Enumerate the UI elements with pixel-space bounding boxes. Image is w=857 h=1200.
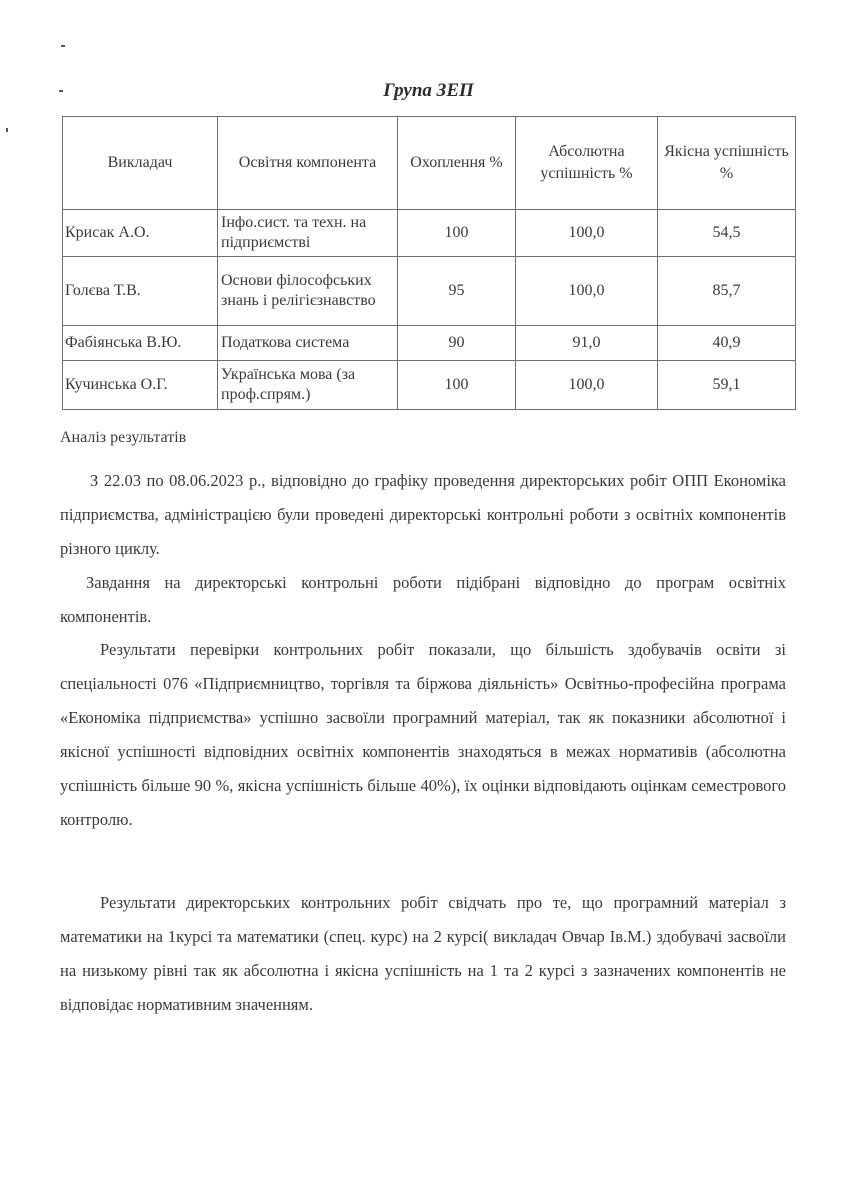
header-teacher: Викладач — [63, 117, 218, 210]
coverage-cell: 100 — [398, 361, 516, 410]
analysis-paragraph: Результати перевірки контрольних робіт показали, що більшість здобувачів освіти зі спеціальності 076 «Підприємництво, торгівля та біржова діяльність» Освітньо-професійна програма «Економіка підприємства» успішно засвоїли програмний матеріал, так як показники абсолютної і якісної успішності відповідних освітніх компонентів знаходяться в межах нормативів (абсолютна успішність більше 90 %, якісна успішність більше 40%), їх оцінки відповідають оцінкам семестрового контролю. — [60, 640, 786, 829]
teacher-cell: Голєва Т.В. — [63, 257, 218, 326]
header-coverage: Охоплення % — [398, 117, 516, 210]
component-cell: Основи філософських знань і релігієзнавство — [218, 257, 398, 326]
group-title: Група ЗЕП — [383, 80, 474, 101]
component-cell: Інфо.сист. та техн. на підприємстві — [218, 210, 398, 257]
analysis-paragraph: З 22.03 по 08.06.2023 р., відповідно до графіку проведення директорських робіт ОПП Економіка підприємства, адміністрацією були проведені директорські контрольні роботи з освітніх компонентів різного циклу. — [60, 471, 786, 558]
teacher-cell: Крисак А.О. — [63, 210, 218, 257]
results-table — [62, 116, 796, 410]
quality-cell: 85,7 — [658, 257, 796, 326]
table-row — [63, 361, 796, 410]
quality-cell: 40,9 — [658, 326, 796, 361]
analysis-paragraph: Результати директорських контрольних робіт свідчать про те, що програмний матеріал з математики на 1курсі та математики (спец. курс) на 2 курсі( викладач Овчар Ів.М.) здобувачі засвоїли на низькому рівні так як абсолютна і якісна успішність на 1 та 2 курсі з зазначених компонентів не відповідає нормативним значенням. — [60, 893, 786, 1014]
absolute-cell: 100,0 — [516, 210, 658, 257]
header-component: Освітня компонента — [218, 117, 398, 210]
header-absolute: Абсолютна успішність % — [516, 117, 658, 210]
header-quality: Якісна успішність % — [658, 117, 796, 210]
coverage-cell: 95 — [398, 257, 516, 326]
table-row — [63, 210, 796, 257]
component-cell: Українська мова (за проф.спрям.) — [218, 361, 398, 410]
coverage-cell: 90 — [398, 326, 516, 361]
table-row — [63, 326, 796, 361]
table-row — [63, 257, 796, 326]
analysis-heading: Аналіз результатів — [60, 429, 187, 446]
analysis-paragraph: Завдання на директорські контрольні роботи підібрані відповідно до програм освітніх компонентів. — [60, 573, 786, 626]
absolute-cell: 100,0 — [516, 361, 658, 410]
scan-mark — [61, 45, 65, 47]
absolute-cell: 100,0 — [516, 257, 658, 326]
quality-cell: 59,1 — [658, 361, 796, 410]
teacher-cell: Фабіянська В.Ю. — [63, 326, 218, 361]
teacher-cell: Кучинська О.Г. — [63, 361, 218, 410]
absolute-cell: 91,0 — [516, 326, 658, 361]
coverage-cell: 100 — [398, 210, 516, 257]
scan-mark — [6, 128, 8, 132]
table-header-row — [63, 117, 796, 210]
component-cell: Податкова система — [218, 326, 398, 361]
quality-cell: 54,5 — [658, 210, 796, 257]
